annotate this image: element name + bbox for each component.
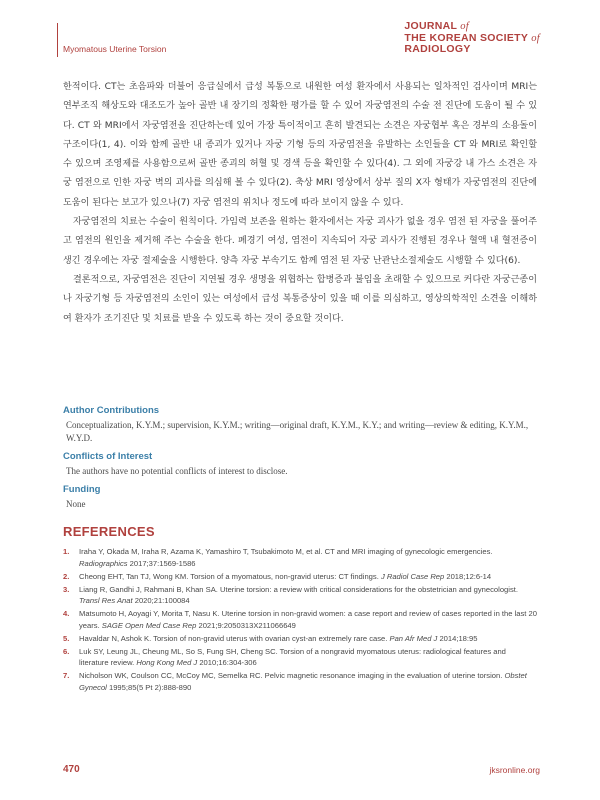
funding-title: Funding: [63, 484, 101, 495]
author-contributions-title: Author Contributions: [63, 405, 160, 416]
reference-item: 7. Nicholson WK, Coulson CC, McCoy MC, Semelka RC. Pelvic magnetic resonance imaging in the evaluation of uterine torsion. Obstet Gynecol 1995;85(5 Pt 2):888-890: [63, 671, 527, 692]
funding-text: None: [66, 499, 86, 509]
author-contributions-section: [63, 405, 537, 444]
conflicts-title: Conflicts of Interest: [63, 451, 153, 462]
reference-item: 1. Iraha Y, Okada M, Iraha R, Azama K, Yamashiro T, Tsubakimoto M, et al. CT and MRI imaging of gynecologic emergencies. Radiographics 2017;37:1569-1586: [63, 547, 493, 568]
body-paragraph: 결론적으로, 자궁염전은 진단이 지연될 경우 생명을 위협하는 합병증과 불임을 초래할 수 있으므로 커다란 자궁근종이나 자궁기형 등 자궁염전의 소인이 있는 여성에서 급성 복통증상이 있을 때 이를 의심하고, 영상의학적인 소견을 이해하여 환자가 조기진단 및 치료를 받을 수 있도록 하는 것이 중요할 것이다.: [63, 274, 537, 324]
reference-item: 4. Matsumoto H, Aoyagi Y, Morita T, Nasu K. Uterine torsion in non-gravid women: a case report and review of cases reported in the last 20 years. SAGE Open Med Case Rep 2021;9:2050313X211066649: [63, 609, 537, 630]
journal-website-link[interactable]: jksronline.org: [489, 765, 540, 775]
reference-item: 6. Luk SY, Leung JL, Cheung ML, So S, Fung SH, Cheng SC. Torsion of a nongravid myomatous uterus: radiological features and literature review. Hong Kong Med J 2010;16:304-306: [63, 646, 506, 667]
author-contributions-text: Conceptualization, K.Y.M.; supervision, K.Y.M.; writing—original draft, K.Y.M., K.Y.; and writing—review & editing, K.Y.M., W.Y.D.: [66, 420, 529, 443]
reference-item: 2. Cheong EHT, Tan TJ, Wong KM. Torsion of a myomatous, non-gravid uterus: CT findings. J Radiol Case Rep 2018;12:6-14: [63, 571, 492, 581]
conflicts-text: The authors have no potential conflicts of interest to disclose.: [66, 466, 288, 476]
body-paragraph: 한적이다. CT는 초음파와 더불어 응급실에서 급성 복통으로 내원한 여성 환자에서 사용되는 일차적인 검사이며 MRI는 연부조직 해상도와 대조도가 높아 골반 내 장기의 정확한 평가를 할 수 있어 자궁염전의 수술 전 진단에 도움이 될 수 있다. CT 와 MRI에서 자궁염전을 진단하는데 있어 가장 특이적이고 흔히 발견되는 소견은 자궁협부 혹은 경부의 소용돌이 구조이다(1, 4). 이와 함께 골반 내 종괴가 있거나 자궁 기형 등의 자궁염전을 유발하는 소인들을 CT 와 MRI로 확인할 수 있으며 조영제를 사용함으로써 골반 종괴의 허혈 및 경색 등을 확인할 수 있다(4). 그 외에 자궁강 내 가스 소견은 자궁 염전으로 인한 자궁 벽의 괴사를 의심해 볼 수 있다(2). 축상 MRI 영상에서 상부 질의 X자 형태가 자궁염전의 진단에 도움이 된다는 보고가 있으나(7) 자궁 염전의 위치나 정도에 따라 보이지 않을 수 있다.: [63, 82, 537, 208]
header-divider: [57, 23, 58, 57]
references-list: [63, 546, 537, 695]
reference-item: 3. Liang R, Gandhi J, Rahmani B, Khan SA. Uterine torsion: a review with critical considerations for the obstetrician and gynecologist. Transl Res Anat 2020;21:100084: [63, 584, 518, 605]
article-body: [63, 78, 537, 329]
conflicts-section: [63, 451, 537, 478]
page-number: 470: [63, 764, 80, 775]
reference-item: 5. Havaldar N, Ashok K. Torsion of non-gravid uterus with ovarian cyst-an extremely rare case. Pan Afr Med J 2014;18:95: [63, 633, 478, 643]
funding-section: [63, 484, 537, 511]
journal-logo: JOURNAL of THE KOREAN SOCIETY of RADIOLOGY: [404, 20, 540, 55]
body-paragraph: 자궁염전의 치료는 수술이 원칙이다. 가임력 보존을 원하는 환자에서는 자궁 괴사가 없을 경우 염전 된 자궁을 풀어주고 염전의 원인을 제거해 주는 수술을 한다. 폐경기 여성, 염전이 지속되어 자궁 괴사가 진행된 경우나 혈액 내 혈전증이 생긴 경우에는 자궁 절제술을 시행한다. 양측 자궁 부속기도 함께 염전 된 자궁 난관난소절제술도 시행할 수 있다(6).: [63, 217, 537, 266]
running-title: Myomatous Uterine Torsion: [63, 44, 167, 54]
references-title: REFERENCES: [63, 524, 155, 539]
